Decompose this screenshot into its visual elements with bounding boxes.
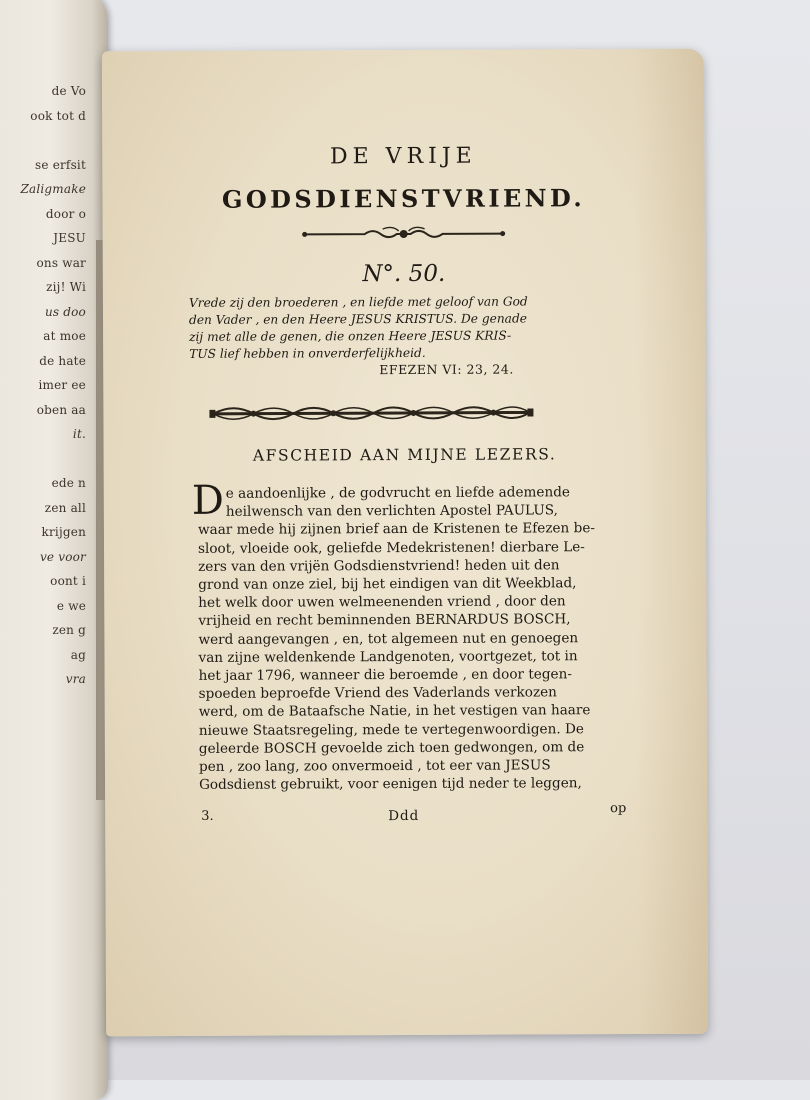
- ornament-band: [103, 399, 705, 428]
- left-page-line: us doo: [44, 304, 86, 319]
- left-page-line: ag: [70, 647, 86, 662]
- left-page-line: vra: [65, 672, 86, 686]
- article-line: geleerde BOSCH gevoelde zich toen gedwongen, om de: [198, 739, 585, 757]
- left-page-line: zen all: [44, 500, 86, 515]
- article-line: vrijheid en recht beminnenden BERNARDUS BOSCH,: [198, 611, 571, 630]
- left-page-line: at moe: [43, 329, 86, 343]
- motto-line: den Vader , en den Heere JESUS KRISTUS. De genade: [188, 311, 527, 327]
- left-page-line: imer ee: [38, 378, 86, 392]
- left-page-line: oont i: [50, 574, 86, 588]
- article-line: van zijne weldenkende Landgenoten, voortgezet, tot in: [198, 648, 578, 666]
- motto-line: Vrede zij den broederen , en liefde met geloof van God: [188, 294, 528, 310]
- left-page-line: zen g: [52, 623, 86, 637]
- article-line: nieuwe Staatsregeling, mede te vertegenwoordigen. De: [198, 720, 584, 739]
- motto-line: zij met alle de genen, die onzen Heere JESUS KRIS-: [189, 328, 512, 344]
- article-line: werd, om de Bataafsche Natie, in het vestigen van haare: [198, 702, 591, 721]
- drop-cap: D: [191, 477, 224, 524]
- left-page-line: se erfsit: [35, 157, 86, 172]
- left-page-line: ve voor: [39, 549, 86, 564]
- article-line: waar mede hij zijnen brief aan de Kristenen te Efezen be-: [197, 520, 595, 539]
- left-page-line: Zaligmake: [20, 182, 86, 196]
- article-line: spoeden beproefde Vriend des Vaderlands verkozen: [198, 684, 557, 703]
- left-page-line: e we: [56, 598, 86, 613]
- ornament-small: [103, 225, 705, 244]
- left-page-line: krijgen: [41, 525, 86, 539]
- article-line: grond van onze ziel, bij het eindigen van dit Weekblad,: [198, 575, 577, 593]
- left-page-line: JESU: [53, 231, 86, 245]
- left-page-line: it.: [72, 427, 86, 441]
- title-line-1: DE VRIJE: [329, 143, 477, 170]
- left-facing-page: [0, 0, 108, 1100]
- gathering-mark: Ddd: [388, 807, 420, 825]
- article-line: werd aangevangen , en, tot algemeen nut en genoegen: [198, 629, 579, 648]
- catchword: op: [610, 801, 627, 817]
- left-page-line: zij! Wi: [46, 280, 86, 294]
- left-page-line: ook tot d: [30, 108, 86, 123]
- left-page-line: oben aa: [36, 402, 86, 417]
- left-page-line: ons war: [36, 255, 86, 270]
- article-line: sloot, vloeide ook, geliefde Medekristenen! dierbare Le-: [197, 538, 585, 557]
- left-page-line: door o: [45, 206, 86, 221]
- article-line: pen , zoo lang, zoo onvermoeid , tot eer van JESUS: [198, 757, 551, 775]
- left-page-line: ede n: [51, 476, 86, 490]
- left-page-line: de Vo: [51, 84, 86, 98]
- issue-number: N°. 50.: [362, 260, 446, 288]
- signature-mark: 3.: [201, 808, 214, 824]
- motto-citation: EFEZEN VI: 23, 24.: [379, 361, 514, 378]
- left-page-line: de hate: [39, 353, 86, 368]
- title-line-2: GODSDIENSTVRIEND.: [221, 183, 586, 214]
- article-heading: AFSCHEID AAN MIJNE LEZERS.: [252, 445, 557, 465]
- article-line: Godsdienst gebruikt, voor eenigen tijd neder te leggen,: [199, 775, 582, 794]
- article-line: het welk door uwen welmeenenden vriend , door den: [198, 593, 566, 612]
- article-line: e aandoenlijke , de godvrucht en liefde ademende: [225, 484, 570, 502]
- article-line: het jaar 1796, wanneer die beroemde , en door tegen-: [198, 666, 572, 684]
- book-page: [102, 49, 708, 1037]
- article-line: heilwensch van den verlichten Apostel PAULUS,: [225, 502, 558, 520]
- article-line: zers van den vrijën Godsdienstvriend! heden uit den: [198, 557, 560, 575]
- motto-line: TUS lief hebben in onverderfelijkheid.: [189, 345, 426, 361]
